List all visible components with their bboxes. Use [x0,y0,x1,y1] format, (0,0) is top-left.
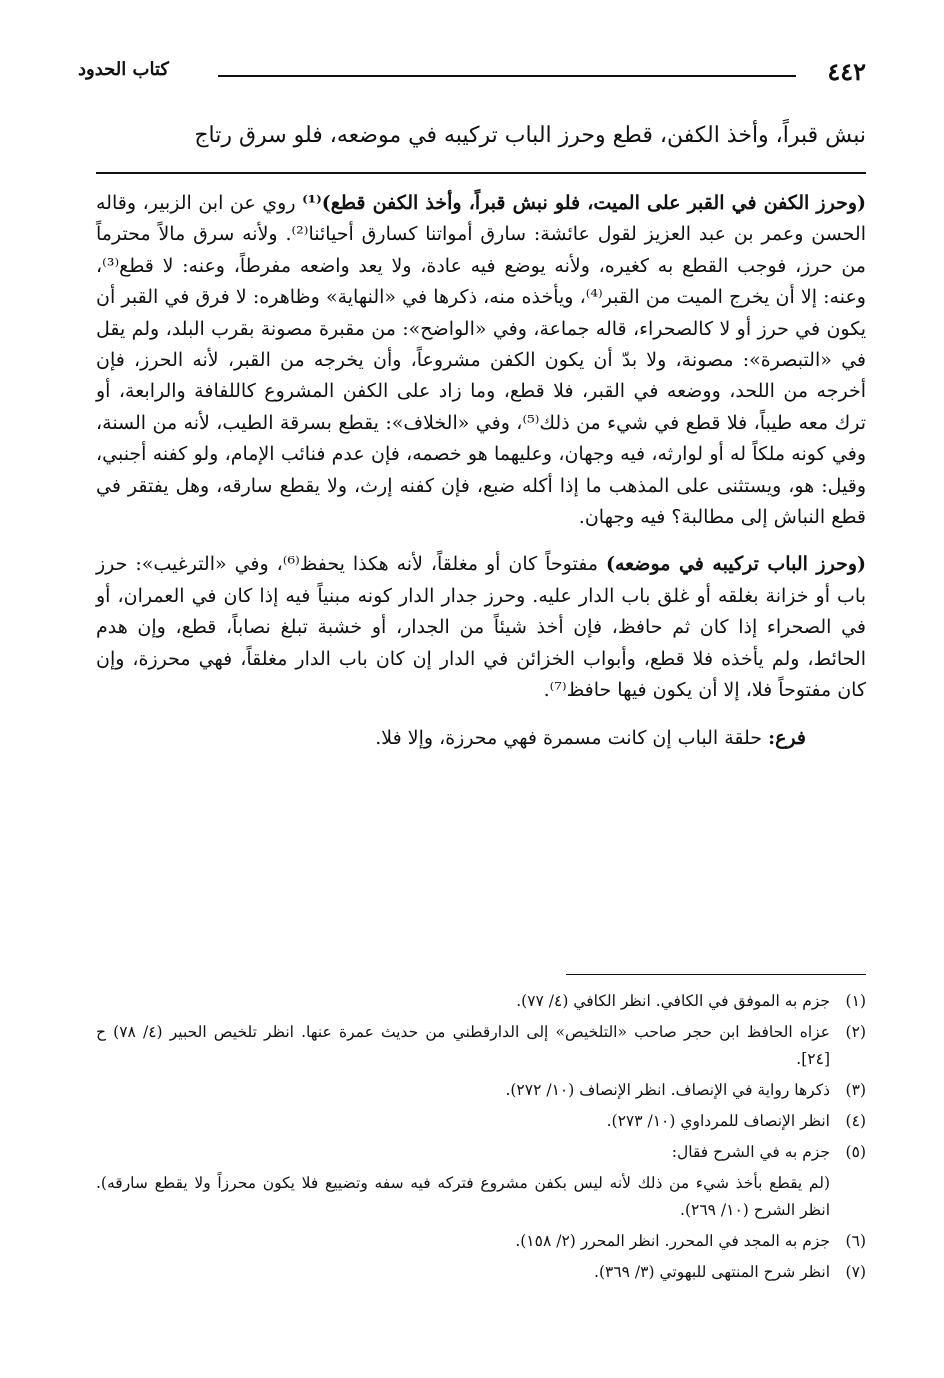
footnote [96,988,866,1015]
header-rule [218,75,796,77]
paragraph-1-heading: (وحرز الكفن في القبر على الميت، فلو نبش قبراً، وأخذ الكفن قطع)⁽¹⁾ [302,192,867,214]
footnote-number: (٣) [845,1081,866,1099]
paragraph-2-text: مفتوحاً كان أو مغلقاً، لأنه هكذا يحفظ⁽⁶⁾، وفي «الترغيب»: حرز باب أو خزانة بغلقه أو غلق باب الدار عليه. وحرز جدار الدار كونه مبنياً فيه إذا كان في العمران، أو في الصحراء إذا كان ثم حافظ، فإن أخذ شيئاً من الجدار، أو خشبة تبلغ نصاباً، قطع، وإن هدم الحائط، ولم يأخذه فلا قطع، وأبواب الخزائن في الدار إن كان باب الدار مغلقاً، فهي محرزة، وإن كان مفتوحاً فلا، إلا أن يكون فيها حافظ⁽⁷⁾. [96,553,866,702]
commentary-body [96,188,866,754]
page-number: ٤٤٢ [827,57,866,86]
footnote-text: انظر الإنصاف للمرداوي (١٠/ ٢٧٣). [606,1112,830,1130]
footnote-continuation: (لم يقطع بأخذ شيء من ذلك لأنه ليس بكفن مشروع فتركه فيه سفه وتضييع فلا يكون محرزاً ولا يقطع سارقه). انظر الشرح (١٠/ ٢٦٩). [96,1174,830,1219]
paragraph-1-text: روي عن ابن الزبير، وقاله الحسن وعمر بن عبد العزيز لقول عائشة: سارق أمواتنا كسارق أحيائنا⁽²⁾. ولأنه سرق مالاً محترماً من حرز، فوجب القطع به كغيره، ولأنه يوضع فيه عادة، ولا يعد واضعه مفرطاً، وعنه: لا قطع⁽³⁾، وعنه: إلا أن يخرج الميت من القبر⁽⁴⁾، ويأخذه منه، ذكرها في «النهاية» وظاهره: لا فرق في القبر أن يكون في حرز أو لا كالصحراء، قاله جماعة، وفي «الواضح»: من مقبرة مصونة بقرب البلد، ولم يقل في «التبصرة»: مصونة، ولا بدّ أن يكون الكفن مشروعاً، وأن يخرجه من القبر، لأنه الحرز، فإن أخرجه من اللحد، ووضعه في القبر، فلا قطع، وما زاد على الكفن المشروع كاللفافة والرابعة، أو ترك معه طيباً، فلا قطع في شيء من ذلك⁽⁵⁾، وفي «الخلاف»: يقطع بسرقة الطيب، لأنه من السنة، وفي كونه ملكاً له أو لوارثه، فيه وجهان، وعليهما هو خصمه، فإن عدم فنائب الإمام، ولو كفنه أجنبي، وقيل: هو، ويستثنى على المذهب ما إذا أكله ضبع، فإن كفنه إرث، ولا يقطع سارقه، وهل يفتقر في قطع النباش إلى مطالبة؟ فيه وجهان. [96,192,866,529]
far-text: حلقة الباب إن كانت مسمرة فهي محرزة، وإلا فلا. [375,726,769,749]
footnote-text: جزم به المجد في المحرر. انظر المحرر (٢/ ١٥٨). [515,1232,830,1250]
footnote-text: عزاه الحافظ ابن حجر صاحب «التلخيص» إلى الدارقطني من حديث عمرة عنها. انظر تلخيص الحبير (٤/ ٧٨) ح [٢٤]. [96,1023,830,1068]
footnotes [96,988,866,1290]
footnote [96,1019,866,1073]
running-title: كتاب الحدود [78,59,169,80]
footnote-number: (٢) [845,1023,866,1041]
paragraph-2-heading: (وحرز الباب تركيبه في موضعه) [605,553,866,576]
footnote [96,1139,866,1166]
far-branch [96,723,866,754]
footnote-divider [566,974,866,975]
far-label: فرع: [768,726,806,749]
footnote-text: جزم به في الشرح فقال: [671,1143,830,1161]
footnote [96,1077,866,1104]
matn-line: نبش قبراً، وأخذ الكفن، قطع وحرز الباب تركيبه في موضعه، فلو سرق رتاج [194,123,866,148]
footnote [96,1228,866,1255]
footnote-text: جزم به الموفق في الكافي. انظر الكافي (٤/ ٧٧). [516,992,830,1010]
matn-divider [96,172,866,174]
page-header [78,55,866,95]
footnote-number: (٥) [845,1143,866,1161]
footnote [96,1259,866,1286]
footnote-number: (٤) [845,1112,866,1130]
footnote-number: (١) [845,992,866,1010]
footnote-number: (٧) [845,1263,866,1281]
paragraph-2 [96,549,866,706]
footnote-text: انظر شرح المنتهى للبهوتي (٣/ ٣٦٩). [594,1263,830,1281]
paragraph-1 [96,188,866,533]
footnote-text: ذكرها رواية في الإنصاف. انظر الإنصاف (١٠/ ٢٧٢). [505,1081,830,1099]
footnote-number: (٦) [845,1232,866,1250]
footnote [96,1108,866,1135]
